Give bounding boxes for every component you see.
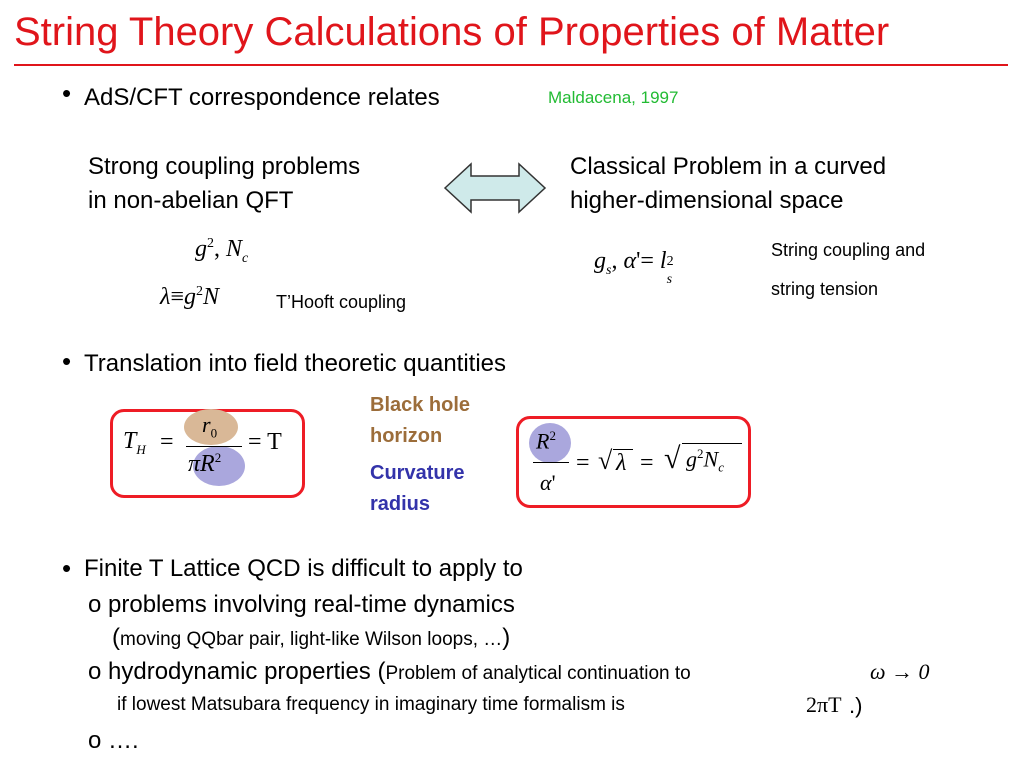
formula-R2: $R^2$ bbox=[536, 428, 556, 454]
item-matsubara: if lowest Matsubara frequency in imaginary time formalism is bbox=[117, 694, 625, 715]
left-text-line1: Strong coupling problems bbox=[88, 153, 361, 180]
fraction-bar bbox=[186, 446, 242, 447]
formula-string-params: $g_s$, α'= l 2 s bbox=[594, 248, 674, 287]
formula-lambda-def: $\lambda\equiv g^2N$ bbox=[160, 284, 219, 310]
formula-eq-T: = T bbox=[248, 429, 282, 455]
bullet-dot: • bbox=[62, 553, 72, 583]
citation-maldacena: Maldacena, 1997 bbox=[548, 88, 679, 107]
item-realtime: o problems involving real-time dynamics bbox=[88, 591, 515, 618]
formula-alpha-prime: α' bbox=[540, 470, 556, 495]
formula-right-eq1: = bbox=[576, 450, 590, 476]
title-underline bbox=[14, 64, 1008, 66]
item-hydro: o hydrodynamic properties (Problem of analytical continuation to bbox=[88, 658, 691, 685]
formula-r0: $r_0$ bbox=[202, 412, 218, 441]
formula-omega-to-zero: ω → 0 bbox=[870, 659, 930, 684]
double-arrow-icon bbox=[443, 160, 547, 216]
formula-eq1: = bbox=[160, 429, 174, 455]
bullet-dot: • bbox=[62, 346, 72, 376]
formula-piR2: $\pi R^2$ bbox=[188, 450, 222, 477]
item-matsubara-close: .) bbox=[849, 693, 863, 718]
formula-right-eq2: = bbox=[640, 450, 654, 476]
formula-g2-nc: $g^2$, $N_c$ bbox=[195, 236, 249, 266]
bullet-adscft: AdS/CFT correspondence relates bbox=[84, 84, 440, 111]
string-note-line1: String coupling and bbox=[771, 240, 926, 260]
formula-lambda: λ bbox=[616, 450, 627, 476]
black-hole-label-line1: Black hole bbox=[370, 394, 471, 416]
curvature-label-line2: radius bbox=[370, 493, 431, 515]
black-hole-label-line2: horizon bbox=[370, 425, 443, 447]
right-text-line1: Classical Problem in a curved bbox=[570, 153, 887, 180]
sqrt-overline bbox=[682, 443, 742, 444]
slide-title: String Theory Calculations of Properties of Matter bbox=[14, 10, 890, 54]
formula-2piT: 2πT bbox=[806, 692, 842, 717]
item-realtime-detail: (moving QQbar pair, light-like Wilson loops, …) bbox=[112, 624, 511, 651]
right-text-line2: higher-dimensional space bbox=[570, 187, 844, 214]
sqrt-icon: √ bbox=[598, 446, 613, 475]
item-ellipsis: o …. bbox=[88, 727, 139, 754]
bullet-translation: Translation into field theoretic quantities bbox=[84, 350, 507, 377]
formula-TH: $T_H$ bbox=[123, 428, 146, 457]
left-text-line2: in non-abelian QFT bbox=[88, 187, 294, 214]
curvature-label-line1: Curvature bbox=[370, 462, 465, 484]
string-note-line2: string tension bbox=[771, 279, 879, 299]
thooft-label: T’Hooft coupling bbox=[276, 292, 407, 312]
fraction-bar-right bbox=[533, 462, 569, 463]
formula-g2Nc: $g^2N_c$ bbox=[686, 446, 724, 475]
sqrt-icon: √ bbox=[664, 442, 681, 475]
bullet-dot: • bbox=[62, 78, 72, 108]
bullet-lattice: Finite T Lattice QCD is difficult to apply to bbox=[84, 555, 523, 582]
